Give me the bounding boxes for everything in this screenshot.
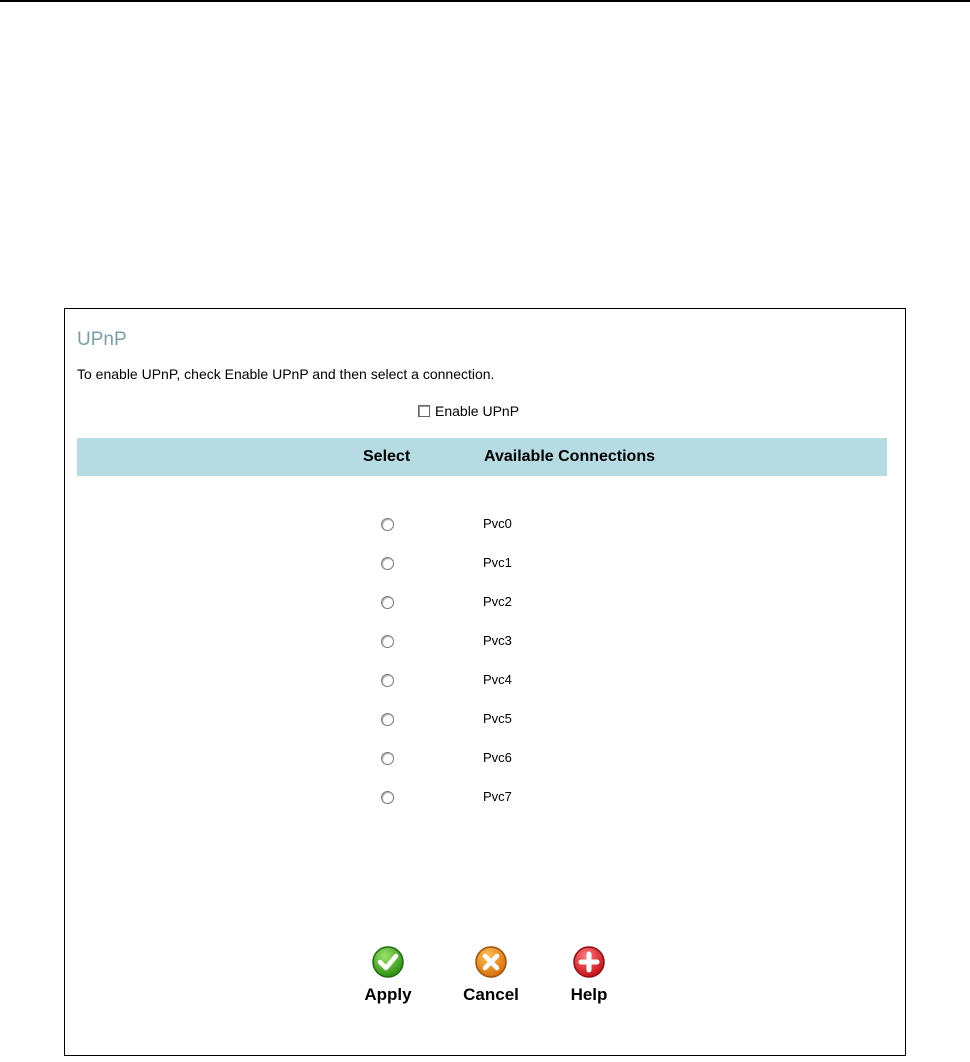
table-header xyxy=(77,438,887,476)
connection-radio[interactable] xyxy=(381,596,394,609)
connection-label: Pvc3 xyxy=(483,633,512,648)
connection-label: Pvc4 xyxy=(483,672,512,687)
connection-radio[interactable] xyxy=(381,557,394,570)
cancel-label: Cancel xyxy=(463,985,519,1004)
enable-upnp-control[interactable] xyxy=(418,403,519,419)
page-description: To enable UPnP, check Enable UPnP and then select a connection. xyxy=(77,366,495,382)
enable-upnp-checkbox[interactable] xyxy=(418,405,430,417)
connection-label: Pvc5 xyxy=(483,711,512,726)
connection-row xyxy=(65,672,905,692)
page-title: UPnP xyxy=(77,329,127,350)
help-button[interactable] xyxy=(554,945,624,1005)
connection-label: Pvc2 xyxy=(483,594,512,609)
connection-label: Pvc1 xyxy=(483,555,512,570)
connection-radio[interactable] xyxy=(381,518,394,531)
connection-row xyxy=(65,594,905,614)
connection-row xyxy=(65,633,905,653)
top-rule xyxy=(0,0,970,2)
connection-radio[interactable] xyxy=(381,713,394,726)
header-select: Select xyxy=(363,448,411,465)
check-icon xyxy=(371,945,405,979)
connection-row xyxy=(65,711,905,731)
upnp-panel xyxy=(64,308,906,1056)
connection-label: Pvc0 xyxy=(483,516,512,531)
connection-label: Pvc6 xyxy=(483,750,512,765)
enable-upnp-label: Enable UPnP xyxy=(435,403,520,419)
plus-icon xyxy=(572,945,606,979)
help-label: Help xyxy=(570,985,608,1004)
connection-radio[interactable] xyxy=(381,635,394,648)
apply-label: Apply xyxy=(364,985,412,1004)
connection-label: Pvc7 xyxy=(483,789,512,804)
connection-row xyxy=(65,516,905,536)
header-available-connections: Available Connections xyxy=(484,448,655,465)
connection-radio[interactable] xyxy=(381,752,394,765)
connection-row xyxy=(65,789,905,809)
connection-radio[interactable] xyxy=(381,791,394,804)
apply-button[interactable] xyxy=(353,945,423,1005)
cancel-button[interactable] xyxy=(456,945,526,1005)
x-icon xyxy=(474,945,508,979)
connection-row xyxy=(65,555,905,575)
connection-row xyxy=(65,750,905,770)
connection-radio[interactable] xyxy=(381,674,394,687)
